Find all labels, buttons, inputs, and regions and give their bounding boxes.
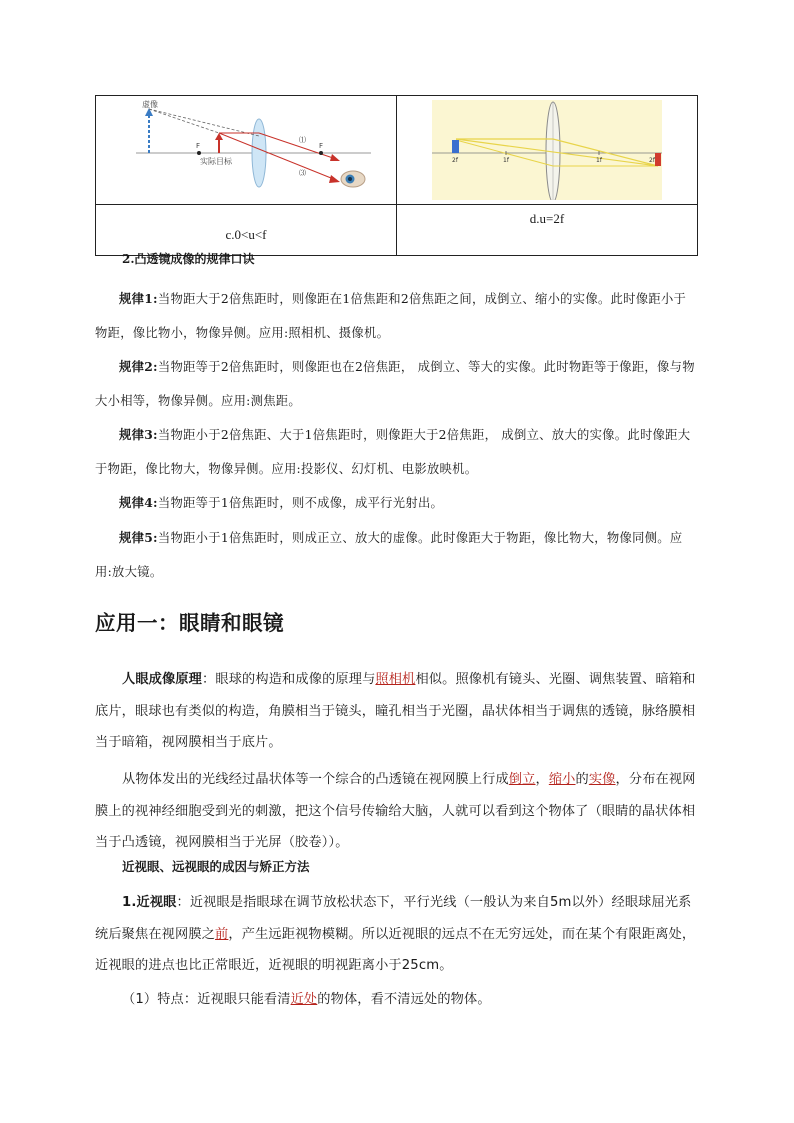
text-run: ， xyxy=(535,772,549,787)
figure-virtual-image-cell xyxy=(96,96,397,205)
paragraph-lead: 1.近视眼 xyxy=(122,895,177,910)
text-run: 的物体，看不清远处的物体。 xyxy=(317,992,491,1007)
text-run: ，产生远距视物模糊。所以近视眼的远点不在无穷远处，而在某个有限距离处，近视眼的进点也比正常眼近，近视眼的明视距离小于25cm。 xyxy=(95,926,696,973)
text-run: ，分布在视网膜上的视神经细胞受到光的刺激，把这个信号传输给大脑，人就可以看到这个物体了（眼睛的晶状体相当于凸透镜，视网膜相当于光屏（胶卷））。 xyxy=(95,772,696,850)
rule-text: 当物距大于2倍焦距时，则像距在1倍焦距和2倍焦距之间，成倒立、缩小的实像。此时像距小于物距，像比物小，物像异侧。应用:照相机、摄像机。 xyxy=(95,292,687,340)
focal-label-left: F xyxy=(196,142,201,150)
figure-caption-c: c.0<u<f xyxy=(96,205,397,256)
text-run: ：眼球的构造和成像的原理与 xyxy=(202,672,376,687)
figure-table xyxy=(95,95,698,256)
text-run: 的 xyxy=(575,772,589,787)
rule-label: 规律2: xyxy=(119,359,158,374)
object-marker xyxy=(452,140,459,153)
image-marker xyxy=(655,153,661,166)
eye-icon xyxy=(341,171,365,187)
figure-equal-image-cell xyxy=(397,96,698,205)
paragraph-myopia xyxy=(95,887,698,982)
rule-label: 规律1: xyxy=(119,291,158,306)
paragraph-eye-principle xyxy=(95,664,698,759)
text-run: 从物体发出的光线经过晶状体等一个综合的凸透镜在视网膜上行成 xyxy=(122,772,509,787)
figure-caption-d: d.u=2f xyxy=(397,205,698,256)
section-heading: 应用一：眼睛和眼镜 xyxy=(95,611,284,635)
rule-label: 规律5: xyxy=(119,530,158,545)
focal-label-right: F xyxy=(319,142,324,150)
label-2f-right: 2f xyxy=(649,157,655,164)
ray-label-3: ⑶ xyxy=(299,169,306,177)
rule-item xyxy=(95,418,698,486)
link-inverted[interactable]: 倒立 xyxy=(508,772,536,787)
rule-item xyxy=(95,521,698,589)
rule-text: 当物距等于1倍焦距时，则不成像，成平行光射出。 xyxy=(157,496,444,510)
link-front[interactable]: 前 xyxy=(215,926,229,942)
text-run: （1）特点：近视眼只能看清 xyxy=(122,992,291,1007)
label-1f-left: 1f xyxy=(503,157,509,164)
link-near[interactable]: 近处 xyxy=(290,992,318,1007)
link-reduced[interactable]: 缩小 xyxy=(548,772,576,787)
ray-label-1: ⑴ xyxy=(299,136,306,144)
link-real-image[interactable]: 实像 xyxy=(588,772,616,787)
text-run: ：近视眼是指眼球在调节放松状态下，平行光线（一般认为来自5m以外）经眼球屈光系统后聚焦在视网膜之 xyxy=(95,895,692,942)
subheading: 近视眼、远视眼的成因与矫正方法 xyxy=(122,859,310,874)
rule-item xyxy=(95,282,698,350)
text-run: 相似。照像机有镜头、光圈、调焦装置、暗箱和底片，眼球也有类似的构造，角膜相当于镜头，瞳孔相当于光圈，晶状体相当于调焦的透镜，脉络膜相当于暗箱，视网膜相当于底片。 xyxy=(95,672,696,750)
link-camera[interactable]: 照相机 xyxy=(375,672,416,687)
rule-text: 当物距小于2倍焦距、大于1倍焦距时，则像距大于2倍焦距， 成倒立、放大的实像。此时像距大于物距，像比物大，物像异侧。应用:投影仪、幻灯机、电影放映机。 xyxy=(95,428,691,476)
rules-title: 2.凸透镜成像的规律口诀 xyxy=(122,252,255,266)
virtual-image-label: 虚像 xyxy=(142,100,158,109)
equal-size-image-diagram xyxy=(432,100,662,200)
label-1f-right: 1f xyxy=(596,157,602,164)
rule-label: 规律4: xyxy=(119,495,158,510)
paragraph-myopia-feature xyxy=(95,984,698,1016)
virtual-image-diagram xyxy=(96,96,396,200)
real-object-label: 实际目标 xyxy=(200,157,232,166)
paragraph-image-formation xyxy=(95,764,698,859)
paragraph-lead: 人眼成像原理 xyxy=(122,672,203,687)
rule-item xyxy=(95,486,698,520)
rule-text: 当物距小于1倍焦距时，则成正立、放大的虚像。此时像距大于物距，像比物大，物像同侧。应用:放大镜。 xyxy=(95,531,683,579)
label-2f-left: 2f xyxy=(452,157,458,164)
rule-text: 当物距等于2倍焦距时，则像距也在2倍焦距， 成倒立、等大的实像。此时物距等于像距，像与物大小相等，物像异侧。应用:测焦距。 xyxy=(95,360,695,408)
rule-label: 规律3: xyxy=(119,427,158,442)
rule-item xyxy=(95,350,698,418)
